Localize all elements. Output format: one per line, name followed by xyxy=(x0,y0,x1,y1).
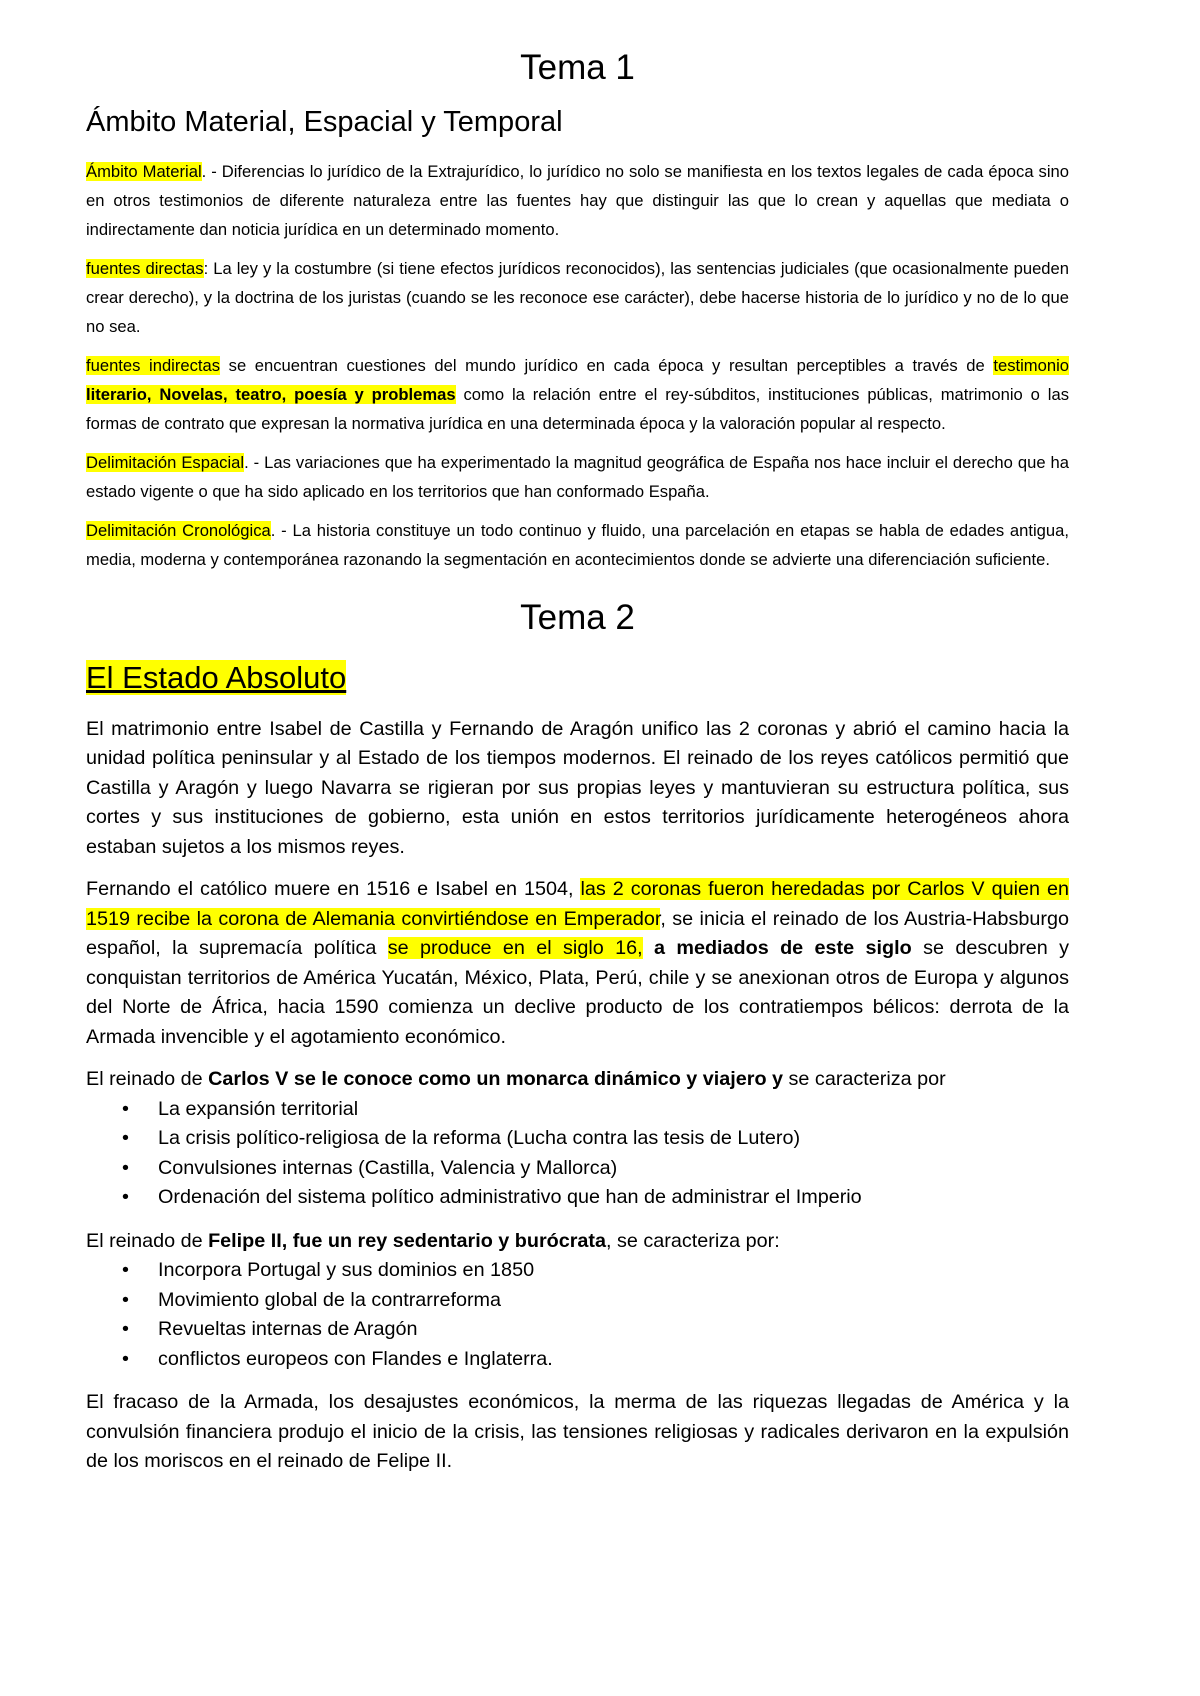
paragraph-text: . - Las variaciones que ha experimentado la magnitud geográfica de España nos hace incluir el derecho que ha estado vigente o que ha sido aplicado en los territorios que han conformado España. xyxy=(86,452,1069,501)
tema-1-title: Tema 1 xyxy=(520,48,635,87)
list-item: • Ordenación del sistema político administrativo que han de administrar el Imperio xyxy=(158,1183,1069,1213)
highlighted-text: las 2 coronas fueron heredadas por Carlos V quien en 1519 recibe la corona de Alemania convirtiéndose en Emperador xyxy=(86,878,1069,930)
paragraph-text: El reinado de xyxy=(86,1229,209,1252)
highlighted-term: fuentes directas xyxy=(86,258,204,278)
paragraph-text: se caracteriza por xyxy=(783,1068,946,1091)
paragraph-delimitacion-cronologica xyxy=(86,516,1069,574)
paragraph-text: se encuentran cuestiones del mundo jurídico en cada época y resultan perceptibles a través de xyxy=(220,355,994,375)
highlighted-term: Delimitación Cronológica xyxy=(86,520,271,540)
paragraph-text: como la relación entre el rey-súbditos, instituciones públicas, matrimonio o las formas de contrato que expresan la normativa jurídica en una determinada época y la valoración popular al respecto. xyxy=(86,384,1069,433)
paragraph-matrimonio: El matrimonio entre Isabel de Castilla y Fernando de Aragón unifico las 2 coronas y abrió el camino hacia la unidad política peninsular y al Estado de los tiempos modernos. El reinado de los reyes católicos permitió que Castilla y Aragón y luego Navarra se rigieran por sus propias leyes y mantuvieran su estructura política, sus cortes y sus instituciones de gobierno, esta unión en estos territorios jurídicamente heterogéneos ahora estaban sujetos a los mismos reyes. xyxy=(86,717,1069,858)
paragraph-felipe-intro xyxy=(86,1227,1069,1257)
paragraph-carlos-intro xyxy=(86,1065,1069,1095)
list-item: • Movimiento global de la contrarreforma xyxy=(158,1286,1069,1316)
paragraph-delimitacion-espacial xyxy=(86,448,1069,506)
paragraph-ambito-material xyxy=(86,157,1069,244)
paragraph-fuentes-indirectas xyxy=(86,351,1069,438)
highlighted-text: se produce en el siglo 16, xyxy=(387,937,643,960)
list-item: • La crisis político-religiosa de la reforma (Lucha contra las tesis de Lutero) xyxy=(158,1124,1069,1154)
paragraph-text: El reinado de xyxy=(86,1068,209,1091)
list-item: • Convulsiones internas (Castilla, Valencia y Mallorca) xyxy=(158,1154,1069,1184)
subtitle-text: El Estado Absoluto xyxy=(86,659,347,695)
highlighted-bold-text: literario, Novelas, teatro, poesía y problemas xyxy=(86,384,456,404)
tema-2-subtitle xyxy=(86,661,1069,695)
paragraph-text: . - Diferencias lo jurídico de la Extrajurídico, lo jurídico no solo se manifiesta en los textos legales de cada época sino en otros testimonios de diferente naturaleza entre las fuentes hay que distinguir las que lo crean y aquellas que mediata o indirectamente dan noticia jurídica en un determinado momento. xyxy=(86,161,1069,239)
tema-1-subtitle: Ámbito Material, Espacial y Temporal xyxy=(86,106,563,138)
bold-text: Carlos V se le conoce como un monarca dinámico y viajero y xyxy=(208,1068,784,1091)
highlighted-term: fuentes indirectas xyxy=(86,355,221,375)
felipe-list xyxy=(86,1256,1069,1374)
list-item: • La expansión territorial xyxy=(158,1095,1069,1125)
paragraph-fuentes-directas xyxy=(86,254,1069,341)
tema-2-title: Tema 2 xyxy=(520,597,635,637)
paragraph-text: Fernando el católico muere en 1516 e Isabel en 1504, xyxy=(86,878,581,901)
bold-text: Felipe II, fue un rey sedentario y burócrata xyxy=(208,1229,607,1252)
paragraph-text: se descubren y conquistan territorios de América Yucatán, México, Plata, Perú, chile y se anexionan otros de Europa y algunos del Norte de África, hacia 1590 comienza un declive producto de los contratiempos bélicos: derrota de la Armada invencible y el agotamiento económico. xyxy=(86,937,1070,1048)
paragraph-text: , se caracteriza por: xyxy=(606,1229,780,1252)
paragraph-text: , se inicia el reinado de los Austria-Habsburgo español, la supremacía política xyxy=(86,907,1069,960)
highlighted-term: Ámbito Material xyxy=(86,161,202,181)
list-item: • Revueltas internas de Aragón xyxy=(158,1315,1069,1345)
carlos-list xyxy=(86,1095,1069,1213)
list-item: • Incorpora Portugal y sus dominios en 1850 xyxy=(158,1256,1069,1286)
highlighted-text: testimonio xyxy=(993,355,1070,375)
paragraph-text: : La ley y la costumbre (si tiene efectos jurídicos reconocidos), las sentencias judiciales (que ocasionalmente pueden crear derecho), y la doctrina de los juristas (cuando se les reconoce ese carácter), debe hacerse historia de lo jurídico y no de lo que no sea. xyxy=(86,258,1069,336)
bold-text: a mediados de este siglo xyxy=(642,937,912,960)
paragraph-text: . - La historia constituye un todo continuo y fluido, una parcelación en etapas se habla de edades antigua, media, moderna y contemporánea razonando la segmentación en acontecimientos donde se advierte una diferenciación suficiente. xyxy=(86,520,1069,569)
highlighted-term: Delimitación Espacial xyxy=(86,452,245,472)
list-item: • conflictos europeos con Flandes e Inglaterra. xyxy=(158,1345,1069,1375)
paragraph-fernando xyxy=(86,875,1069,1052)
paragraph-fracaso: El fracaso de la Armada, los desajustes económicos, la merma de las riquezas llegadas de América y la convulsión financiera produjo el inicio de la crisis, las tensiones religiosas y radicales derivaron en la expulsión de los moriscos en el reinado de Felipe II. xyxy=(86,1391,1069,1473)
